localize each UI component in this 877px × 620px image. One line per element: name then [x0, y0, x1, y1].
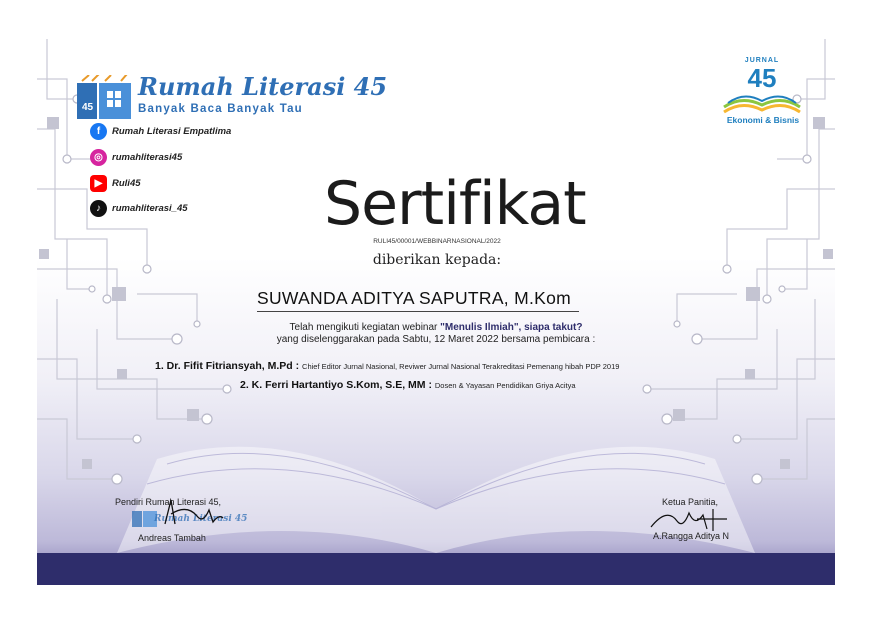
journal-subtitle: Ekonomi & Bisnis	[726, 115, 800, 125]
brand-name: Rumah Literasi 45	[138, 72, 388, 101]
journal-top-label: JURNAL	[744, 57, 780, 64]
right-signer-name: A.Rangga Aditya N	[653, 531, 730, 541]
event-prefix: Telah mengikuti kegiatan webinar	[289, 322, 441, 333]
social-instagram[interactable]	[90, 149, 182, 166]
speaker-role: Dosen & Yayasan Pendidikan Griya Acitya	[434, 381, 576, 390]
right-signature	[647, 503, 737, 533]
event-topic: "Menulis Ilmiah", siapa takut?	[440, 322, 583, 333]
speaker-1	[155, 360, 619, 372]
social-label: rumahliterasi_45	[112, 203, 188, 214]
social-tiktok[interactable]	[90, 200, 188, 217]
instagram-icon: ◎	[90, 149, 107, 166]
journal-logo	[722, 57, 802, 127]
certificate	[37, 39, 835, 585]
certificate-title: Sertifikat	[324, 169, 586, 239]
event-date-line: yang diselenggarakan pada Sabtu, 12 Maret 2022 bersama pembicara :	[276, 334, 596, 345]
brand-tagline: Banyak Baca Banyak Tau	[138, 103, 303, 115]
logo-badge: 45	[82, 102, 94, 113]
bottom-band	[37, 553, 835, 585]
social-label: Rumah Literasi Empatlima	[112, 126, 232, 137]
left-signer-name: Andreas Tambah	[138, 533, 206, 543]
right-signer-title: Ketua Panitia,	[662, 497, 719, 507]
tiktok-icon: ♪	[90, 200, 107, 217]
youtube-icon: ▶	[90, 175, 107, 192]
social-youtube[interactable]	[90, 175, 141, 192]
speaker-name: 1. Dr. Fifit Fitriansyah, M.Pd	[155, 360, 293, 372]
speaker-role: Chief Editor Jurnal Nasional, Reviwer Jurnal Nasional Terakreditasi Pemenang hibah PDP 2019	[302, 362, 620, 371]
rumah-literasi-logo	[77, 75, 135, 121]
social-label: Ruli45	[112, 178, 141, 189]
facebook-icon: f	[90, 123, 107, 140]
speaker-2	[240, 379, 576, 391]
certificate-number: RULI45/00001/WEBBINARNASIONAL/2022	[373, 238, 501, 245]
stamp-brand-name: Rumah Literasi 45	[154, 514, 248, 524]
speaker-name: 2. K. Ferri Hartantiyo S.Kom, S.E, MM	[240, 379, 426, 391]
left-signature	[157, 494, 227, 534]
speaker-sep: :	[425, 379, 435, 391]
left-signer-title: Pendiri Rumah Literasi 45,	[115, 497, 222, 507]
event-line	[237, 322, 635, 333]
social-label: rumahliterasi45	[112, 152, 183, 163]
social-facebook[interactable]	[90, 123, 231, 140]
given-to-label: diberikan kepada:	[372, 252, 502, 268]
speaker-sep: :	[292, 360, 303, 372]
recipient-name: SUWANDA ADITYA SAPUTRA, M.Kom	[257, 288, 579, 312]
journal-number: 45	[747, 63, 777, 93]
